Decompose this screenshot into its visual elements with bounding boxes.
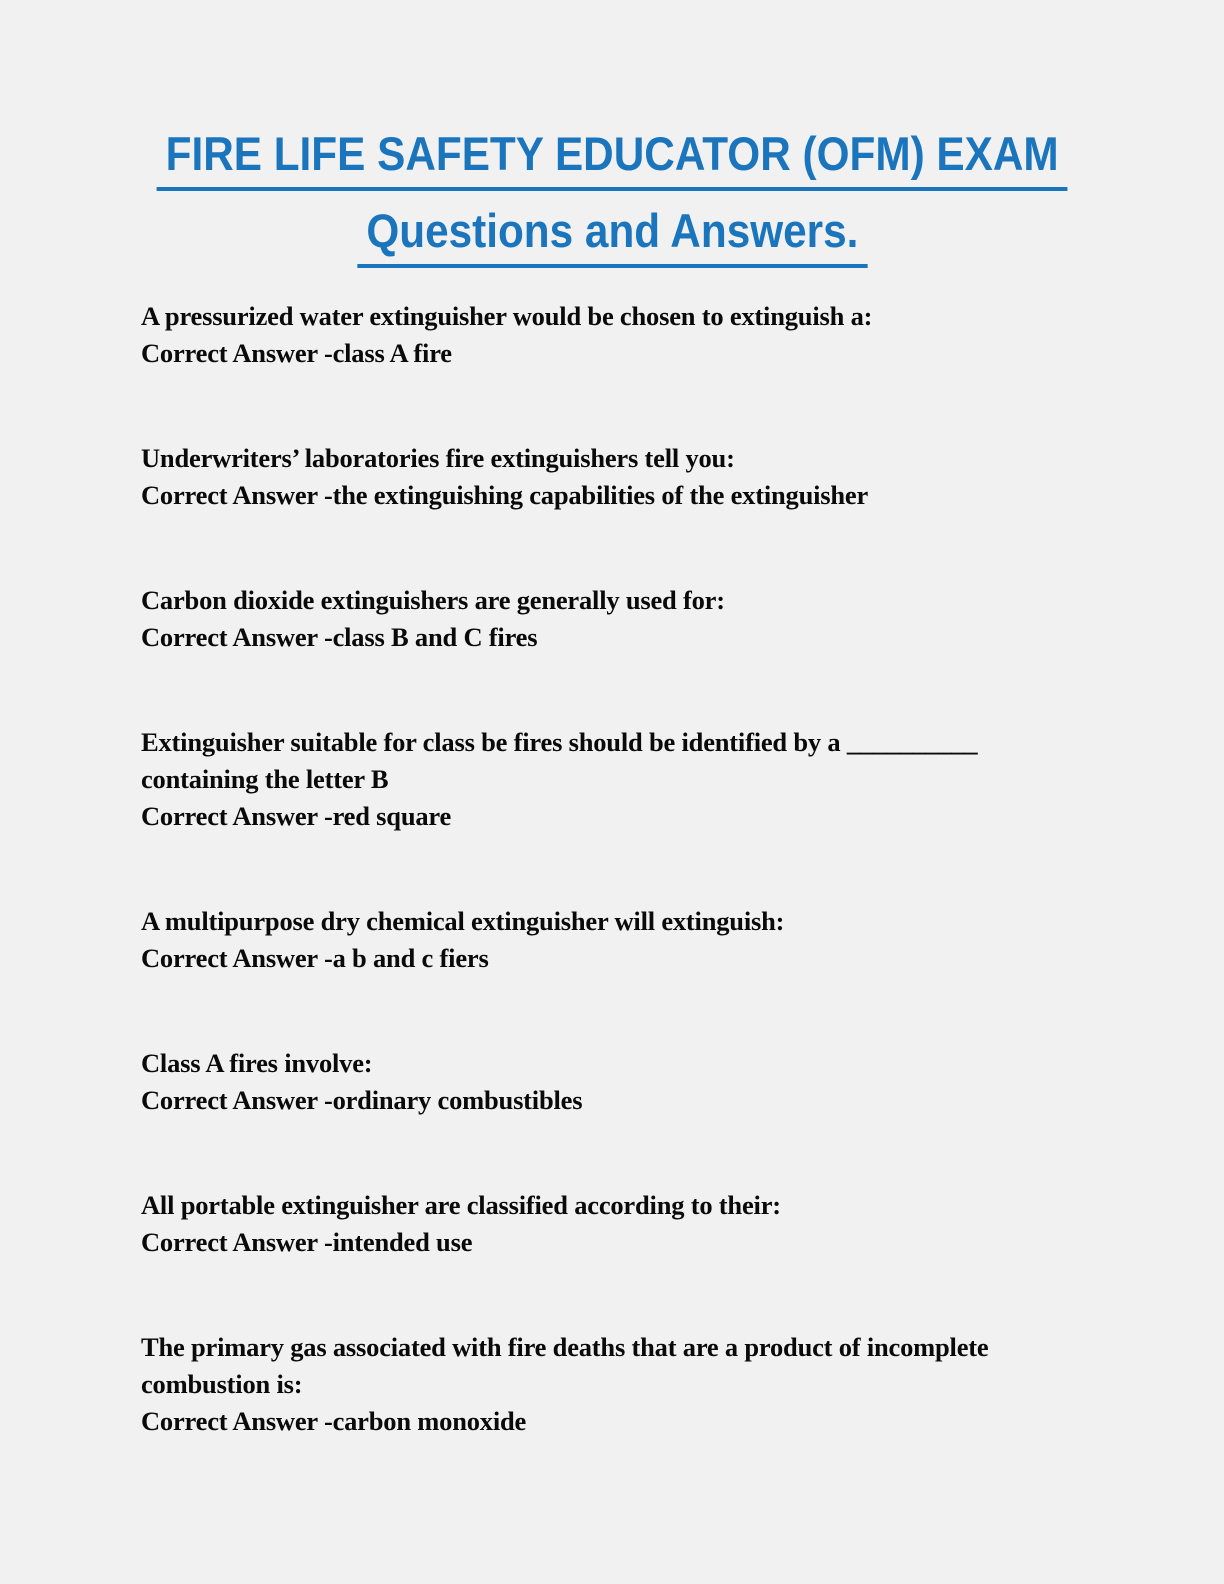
answer-text: Correct Answer -carbon monoxide bbox=[141, 1406, 527, 1436]
qa-item bbox=[141, 1045, 1091, 1119]
question-text: Extinguisher suitable for class be fires should be identified by a __________ containing the letter B bbox=[141, 727, 978, 794]
answer-text: Correct Answer -red square bbox=[141, 801, 452, 831]
qa-item bbox=[141, 724, 1091, 835]
answer-text: Correct Answer -class A fire bbox=[141, 338, 452, 368]
question-text: Class A fires involve: bbox=[141, 1048, 373, 1078]
answer-text: Correct Answer -a b and c fiers bbox=[141, 943, 489, 973]
qa-item bbox=[141, 1187, 1091, 1261]
question-text: Carbon dioxide extinguishers are generally used for: bbox=[141, 585, 725, 615]
answer-text: Correct Answer -intended use bbox=[141, 1227, 473, 1257]
qa-item bbox=[141, 903, 1091, 977]
title-line-2-wrap bbox=[0, 205, 1224, 268]
document-title bbox=[0, 128, 1224, 268]
qa-item bbox=[141, 582, 1091, 656]
question-text: A multipurpose dry chemical extinguisher will extinguish: bbox=[141, 906, 785, 936]
answer-text: Correct Answer -ordinary combustibles bbox=[141, 1085, 583, 1115]
answer-text: Correct Answer -the extinguishing capabilities of the extinguisher bbox=[141, 480, 869, 510]
qa-item bbox=[141, 1329, 1091, 1440]
question-text: The primary gas associated with fire deaths that are a product of incomplete combustion is: bbox=[141, 1332, 989, 1399]
qa-item bbox=[141, 440, 1091, 514]
qa-item bbox=[141, 298, 1091, 372]
question-text: A pressurized water extinguisher would be chosen to extinguish a: bbox=[141, 301, 873, 331]
question-text: Underwriters’ laboratories fire extinguishers tell you: bbox=[141, 443, 735, 473]
answer-text: Correct Answer -class B and C fires bbox=[141, 622, 538, 652]
title-line-1-wrap bbox=[0, 128, 1224, 191]
qa-list bbox=[141, 298, 1091, 1440]
title-line-2: Questions and Answers. bbox=[357, 205, 867, 268]
question-text: All portable extinguisher are classified according to their: bbox=[141, 1190, 781, 1220]
title-line-1: FIRE LIFE SAFETY EDUCATOR (OFM) EXAM bbox=[156, 128, 1067, 191]
